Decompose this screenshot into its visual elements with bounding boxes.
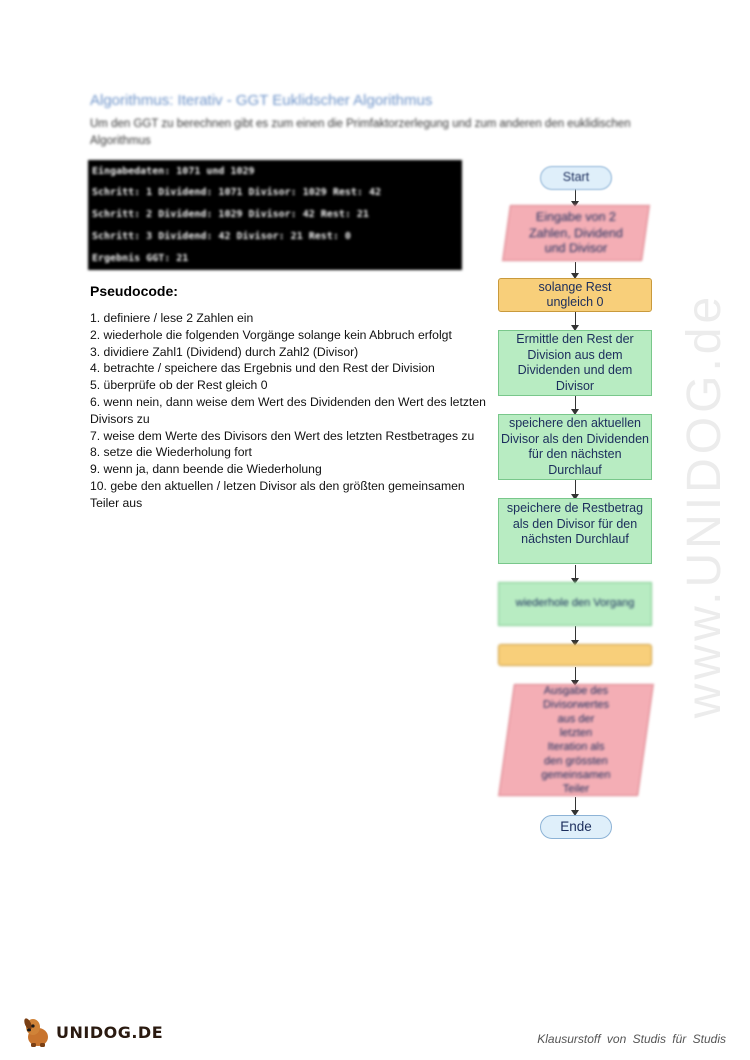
flow-connector xyxy=(575,311,576,326)
flow-step-dividend-label: speichere den aktuellen Divisor als den Dividenden für den nächsten Durchlauf xyxy=(501,416,649,477)
pseudocode-item: 6. wenn nein, dann weise dem Wert des Dividenden den Wert des letzten Divisors zu xyxy=(90,394,486,426)
watermark-text: www.UNIDOG.de xyxy=(678,292,732,718)
dog-icon xyxy=(22,1016,54,1048)
pseudocode-item: 7. weise dem Werte des Divisors den Wert des letzten Restbetrages zu xyxy=(90,428,475,443)
pseudocode-item: 8. setze die Wiederholung fort xyxy=(90,445,252,460)
flow-input xyxy=(502,205,650,261)
watermark xyxy=(680,280,730,730)
flow-start-label: Start xyxy=(562,170,590,185)
flow-connector xyxy=(575,565,576,579)
console-line: Schritt: 1 Dividend: 1071 Divisor: 1029 Rest: 42 xyxy=(92,187,381,198)
flow-output xyxy=(498,684,654,796)
flow-connector xyxy=(575,626,576,641)
flow-step-remainder xyxy=(498,330,652,396)
console-line: Eingabedaten: 1071 und 1029 xyxy=(92,166,255,177)
pseudocode-item: 4. betrachte / speichere das Ergebnis und den Rest der Division xyxy=(90,361,435,376)
pseudocode-item: 2. wiederhole die folgenden Vorgänge solange kein Abbruch erfolgt xyxy=(90,327,452,342)
console-line: Schritt: 3 Dividend: 42 Divisor: 21 Rest: 0 xyxy=(92,231,351,242)
console-line: Ergebnis GGT: 21 xyxy=(92,253,189,264)
flow-condition-label: solange Rest ungleich 0 xyxy=(538,279,612,309)
flow-step-divisor-label: speichere de Restbetrag als den Divisor für den nächsten Durchlauf xyxy=(506,501,644,546)
pseudocode-item: 9. wenn ja, dann beende die Wiederholung xyxy=(90,462,322,477)
pseudocode-item: 3. dividiere Zahl1 (Dividend) durch Zahl2 (Divisor) xyxy=(90,344,359,359)
flow-connector xyxy=(575,667,576,681)
flow-step-repeat xyxy=(498,582,652,626)
flow-connector xyxy=(575,188,576,202)
flow-condition xyxy=(498,278,652,312)
console-line: Schritt: 2 Dividend: 1029 Divisor: 42 Rest: 21 xyxy=(92,209,369,220)
intro-paragraph: Um den GGT zu berechnen gibt es zum einen die Primfaktorzerlegung und zum anderen den euklidischen Algorithmus xyxy=(90,118,631,147)
logo-text: UNIDOG.DE xyxy=(56,1022,164,1042)
pseudocode-heading: Pseudocode: xyxy=(90,283,178,299)
flow-step-remainder-label: Ermittle den Rest der Division aus dem Dividenden und dem Divisor xyxy=(516,332,634,393)
flow-end-label: Ende xyxy=(560,819,592,835)
flow-connector xyxy=(575,480,576,495)
console-output xyxy=(88,160,462,270)
pseudocode-item: 5. überprüfe ob der Rest gleich 0 xyxy=(90,378,268,393)
flow-start xyxy=(540,166,612,190)
document-title: Algorithmus: Iterativ - GGT Euklidscher Algorithmus xyxy=(90,92,433,109)
unidog-logo xyxy=(22,1016,163,1048)
flow-step-dividend xyxy=(498,414,652,480)
flow-end xyxy=(540,815,612,839)
flow-input-label: Eingabe von 2 Zahlen, Dividend und Divisor xyxy=(529,209,623,255)
flow-loop-end xyxy=(498,644,652,666)
pseudocode-item: 1. definiere / lese 2 Zahlen ein xyxy=(90,311,254,325)
flow-step-repeat-label: wiederhole den Vorgang xyxy=(515,597,635,610)
footer-tagline: Klausurstoff von Studis für Studis xyxy=(537,1032,726,1046)
pseudocode-list xyxy=(90,310,490,512)
pseudocode-item: 10. gebe den aktuellen / letzen Divisor als den größten gemeinsamen Teiler aus xyxy=(90,478,465,510)
flow-connector xyxy=(575,797,576,811)
flow-step-divisor xyxy=(498,498,652,564)
flow-output-label: Ausgabe des Divisorwertes aus der letzten Iteration als den grössten gemeinsamen Teiler xyxy=(541,685,611,795)
flow-connector xyxy=(575,396,576,410)
